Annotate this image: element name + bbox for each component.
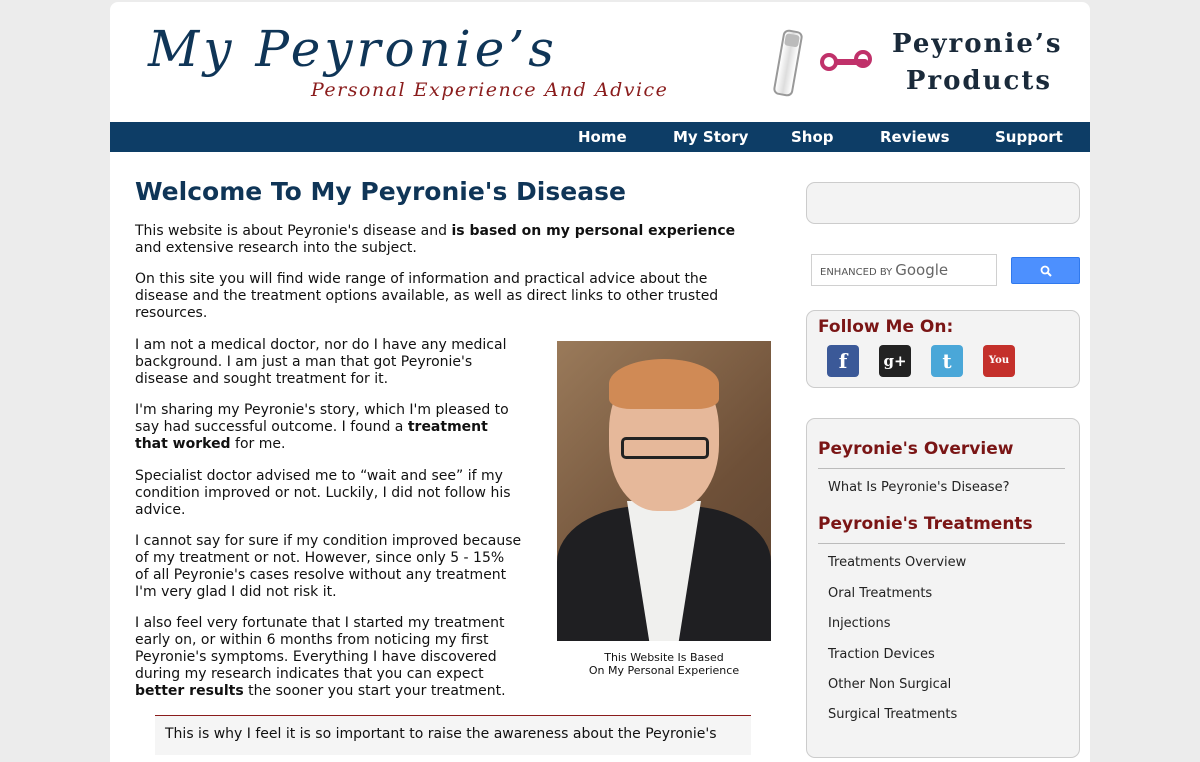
products-line1: Peyronie’s	[892, 29, 1063, 59]
link-what-is-peyronies[interactable]: What Is Peyronie's Disease?	[828, 480, 1010, 495]
doctor-paragraph: Specialist doctor advised me to “wait and see” if my condition improved or not. Luckily, I did not follow his advice.	[135, 468, 511, 518]
site-header	[110, 2, 1090, 122]
twitter-icon[interactable]: t	[931, 345, 963, 377]
nav-my-story[interactable]: My Story	[673, 128, 749, 146]
follow-box	[806, 310, 1080, 388]
nav-home[interactable]: Home	[578, 128, 627, 146]
treatments-divider	[818, 543, 1065, 544]
link-traction-devices[interactable]: Traction Devices	[828, 647, 935, 662]
google-logo: Google	[895, 261, 949, 279]
early-treatment-paragraph: I also feel very fortunate that I started my treatment early on, or within 6 months from noticing my first Peyronie's symptoms. Everything I have discovered during my research indicates that you can expect better results the sooner you start your treatment.	[135, 615, 506, 699]
link-surgical-treatments[interactable]: Surgical Treatments	[828, 707, 958, 722]
follow-title: Follow Me On:	[818, 317, 954, 337]
site-logo-title[interactable]: My Peyronie’s	[148, 20, 558, 78]
info-paragraph: On this site you will find wide range of information and practical advice about the disease and the treatment options available, as well as direct links to other trusted resources.	[135, 271, 719, 321]
search-icon	[1040, 265, 1052, 277]
search-input[interactable]: ENHANCED BY Google	[811, 254, 997, 286]
product-tube-image	[772, 29, 803, 97]
google-plus-icon[interactable]: g+	[879, 345, 911, 377]
overview-divider	[818, 468, 1065, 469]
photo-caption: This Website Is Based On My Personal Experience	[588, 651, 740, 677]
highlight-box: This is why I feel it is so important to raise the awareness about the Peyronie's	[155, 715, 751, 755]
nav-reviews[interactable]: Reviews	[880, 128, 950, 146]
products-banner[interactable]	[770, 24, 1070, 104]
intro-paragraph: This website is about Peyronie's disease and is based on my personal experience and extensive research into the subject.	[135, 223, 736, 256]
link-other-non-surgical[interactable]: Other Non Surgical	[828, 677, 952, 692]
products-line2: Products	[905, 66, 1052, 96]
story-paragraph: I'm sharing my Peyronie's story, which I'm pleased to say had successful outcome. I found a treatment that worked for me.	[135, 402, 509, 452]
treatment-link[interactable]: treatment	[407, 419, 488, 435]
facebook-icon[interactable]: f	[827, 345, 859, 377]
product-device-image	[820, 50, 872, 80]
products-banner-text	[892, 26, 1063, 100]
treatments-title: Peyronie's Treatments	[818, 514, 1033, 534]
nav-support[interactable]: Support	[995, 128, 1063, 146]
topics-box	[806, 418, 1080, 758]
site-logo-tagline: Personal Experience And Advice	[311, 79, 669, 101]
page-title: Welcome To My Peyronie's Disease	[135, 177, 626, 206]
link-oral-treatments[interactable]: Oral Treatments	[828, 586, 933, 601]
author-photo	[557, 341, 771, 641]
main-nav	[110, 122, 1090, 152]
link-injections[interactable]: Injections	[828, 616, 891, 631]
nav-shop[interactable]: Shop	[791, 128, 834, 146]
search-button[interactable]	[1011, 257, 1080, 284]
overview-title: Peyronie's Overview	[818, 439, 1014, 459]
outcome-paragraph: I cannot say for sure if my condition improved because of my treatment or not. However, since only 5 - 15% of all Peyronie's cases resolve without any treatment I'm very glad I did not risk it.	[135, 533, 522, 600]
link-treatments-overview[interactable]: Treatments Overview	[828, 555, 967, 570]
disclaimer-paragraph: I am not a medical doctor, nor do I have any medical background. I am just a man that got Peyronie's disease and sought treatment for it.	[135, 337, 507, 387]
youtube-icon[interactable]: You	[983, 345, 1015, 377]
sidebar-empty-box	[806, 182, 1080, 224]
page-container	[110, 2, 1090, 762]
